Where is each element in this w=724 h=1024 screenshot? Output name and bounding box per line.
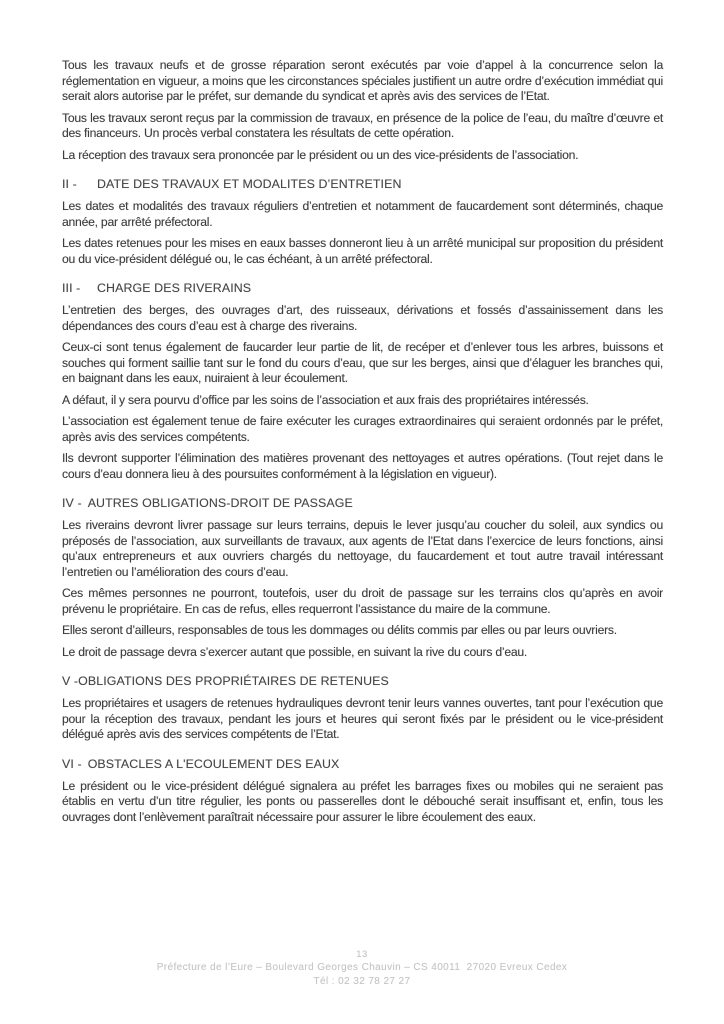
section-5-title: OBLIGATIONS DES PROPRIÉTAIRES DE RETENUES: [78, 674, 389, 688]
page-number: 13: [356, 949, 368, 960]
paragraph-s4-4: Le droit de passage devra s’exercer autant que possible, en suivant la rive du cours d’eau.: [62, 644, 528, 659]
section-heading-6: [62, 756, 663, 772]
paragraph-intro-1: Tous les travaux neufs et de grosse réparation seront exécutés par voie d’appel à la concurrence selon la réglementation en vigueur, a moins que les circonstances spéciales justifient un autre ordre d’exécution immédiat qui serait alors autorise par le préfet, sur demande du syndicat et après avis des services de l’Etat.: [62, 58, 663, 103]
section-heading-4: [62, 495, 663, 511]
section-heading-2: [62, 176, 663, 192]
footer-phone: Tél : 02 32 78 27 27: [313, 976, 411, 987]
section-2-number: II -: [62, 177, 77, 191]
section-4-number: IV -: [62, 496, 82, 510]
paragraph-s2-2: Les dates retenues pour les mises en eaux basses donneront lieu à un arrêté municipal sur proposition du président ou du vice-président délégué ou, le cas échéant, à un arrêté préfectoral.: [62, 236, 663, 266]
paragraph-s3-4: L’association est également tenue de faire exécuter les curages extraordinaires qui seraient ordonnés par le préfet, après avis des services compétents.: [62, 414, 663, 444]
paragraph-intro-2: Tous les travaux seront reçus par la commission de travaux, en présence de la police de l’eau, du maître d’œuvre et des financeurs. Un procès verbal constatera les résultats de cette opération.: [62, 110, 663, 140]
section-6-number: VI -: [62, 756, 82, 771]
section-6-title: OBSTACLES A L'ECOULEMENT DES EAUX: [87, 756, 340, 771]
page-footer: [0, 948, 724, 989]
section-heading-5: [62, 673, 663, 689]
paragraph-s4-2: Ces mêmes personnes ne pourront, toutefois, user du droit de passage sur les terrains clos qu’après en avoir prévenu le propriétaire. En cas de refus, elles requerront l’assistance du maire de la commune.: [62, 586, 663, 616]
paragraph-s3-2: Ceux-ci sont tenus également de faucarder leur partie de lit, de recéper et d’enlever tous les arbres, buissons et souches qui forment saillie tant sur le fond du cours d’eau, que sur les berges, ainsi que d’élaguer les branches qui, en baignant dans les eaux, nuiraient à leur écoulement.: [62, 340, 663, 385]
paragraph-intro-3: La réception des travaux sera prononcée par le président ou un des vice-présidents de l’association.: [62, 147, 579, 162]
footer-address: Préfecture de l’Eure – Boulevard Georges Chauvin – CS 40011 27020 Evreux Cedex: [156, 962, 568, 973]
section-2-title: DATE DES TRAVAUX ET MODALITES D’ENTRETIEN: [97, 177, 402, 191]
paragraph-s3-5: Ils devront supporter l’élimination des matières provenant des nettoyages et autres opérations. (Tout rejet dans le cours d’eau donnera lieu à des poursuites conformément à la législation en vigueur).: [62, 451, 663, 481]
section-heading-3: [62, 280, 663, 296]
paragraph-s6-1: Le président ou le vice-président délégué signalera au préfet les barrages fixes ou mobiles qui ne seraient pas établis en vertu d’un titre régulier, les ponts ou passerelles dont le débouché serait insuffisant et, enfin, tous les ouvrages dont l’enlèvement paraîtrait nécessaire pour assurer le libre écoulement des eaux.: [62, 778, 663, 824]
paragraph-s5-1: Les propriétaires et usagers de retenues hydrauliques devront tenir leurs vannes ouvertes, tant pour l’exécution que pour la réception des travaux, pendant les jours et heures qui seront fixés par le président ou le vice-président délégué après avis des services compétents de l’Etat.: [62, 696, 663, 741]
section-3-title: CHARGE DES RIVERAINS: [97, 281, 252, 295]
section-5-number: V -: [62, 674, 79, 688]
paragraph-s3-1: L’entretien des berges, des ouvrages d’art, des ruisseaux, dérivations et fossés d’assainissement dans les dépendances des cours d’eau est à charge des riverains.: [62, 303, 663, 333]
document-content: [62, 58, 663, 831]
paragraph-s3-3: A défaut, il y sera pourvu d’office par les soins de l’association et aux frais des propriétaires intéressés.: [62, 392, 589, 407]
section-3-number: III -: [62, 281, 81, 295]
paragraph-s4-3: Elles seront d’ailleurs, responsables de tous les dommages ou délits commis par elles ou par leurs ouvriers.: [62, 623, 617, 637]
paragraph-s2-1: Les dates et modalités des travaux réguliers d’entretien et notamment de faucardement sont déterminés, chaque année, par arrêté préfectoral.: [62, 199, 663, 229]
section-4-title: AUTRES OBLIGATIONS-DROIT DE PASSAGE: [87, 496, 353, 510]
paragraph-s4-1: Les riverains devront livrer passage sur leurs terrains, depuis le lever jusqu’au coucher du soleil, aux syndics ou préposés de l’association, aux surveillants de travaux, aux agents de l’Etat dans l’exercice de leurs fonctions, ainsi qu’aux entrepreneurs et aux ouvriers chargés du nettoyage, du faucardement et tout autre travail intéressant l’entretien ou l’amélioration des cours d’eau.: [62, 518, 663, 579]
